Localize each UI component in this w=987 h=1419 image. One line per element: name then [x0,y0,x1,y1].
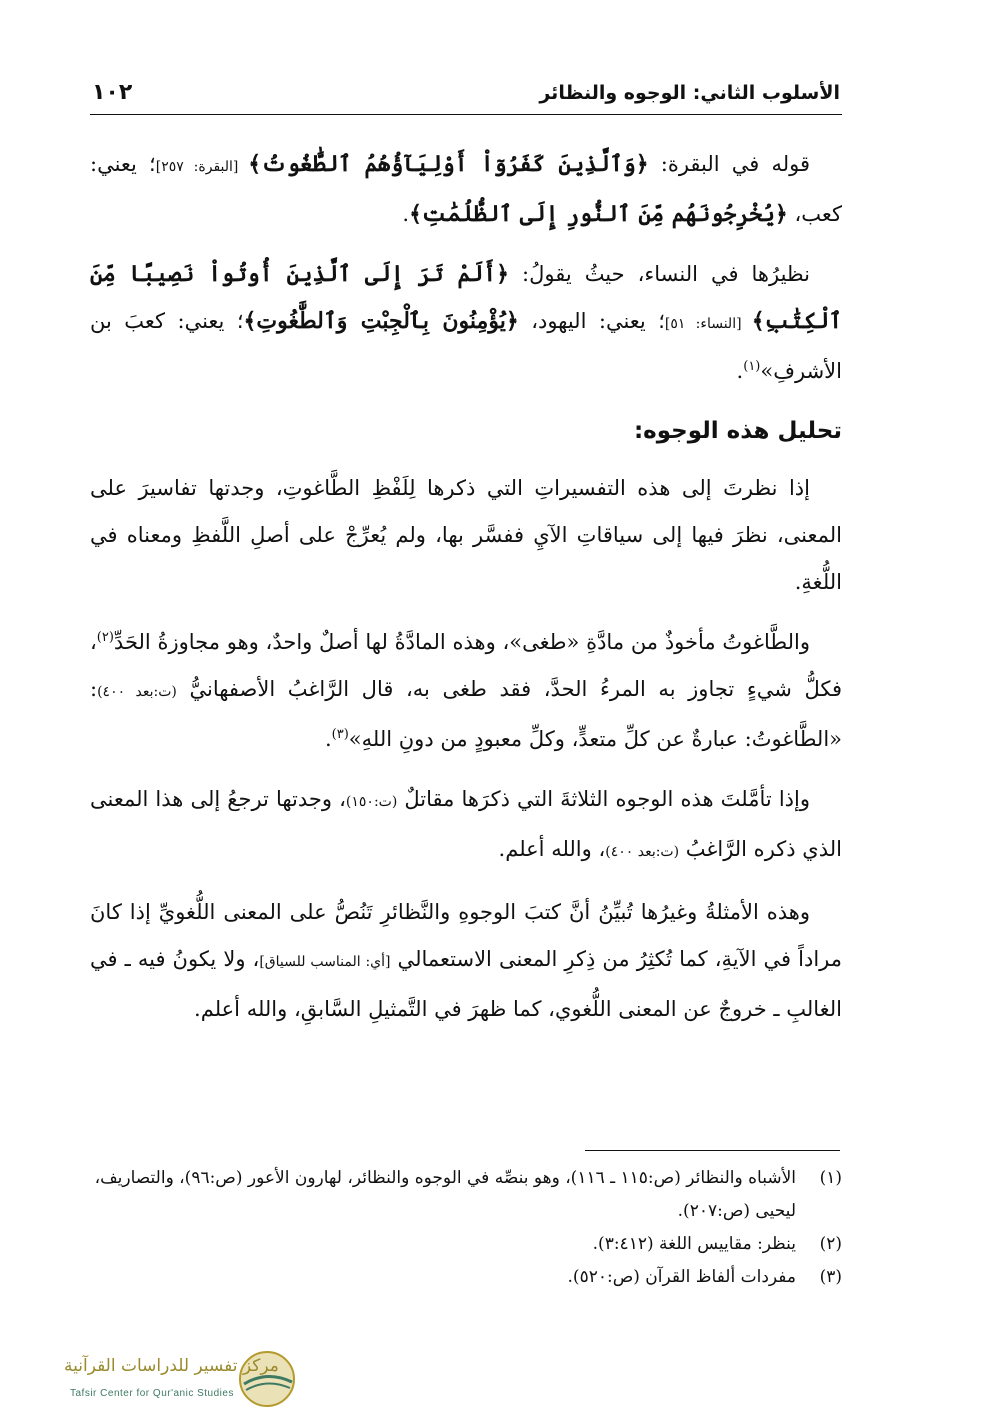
footnote-marker[interactable]: (١) [743,359,761,374]
page-header [90,80,842,115]
paragraph-6 [90,889,842,1033]
editor-note: [أي: المناسب للسياق] [259,954,391,970]
footnote-1 [90,1162,842,1228]
quran-verse: ﴿يُخْرِجُونَهُم مِّنَ ٱلنُّورِ إِلَى ٱلظُّلُمَٰتِ﴾ [409,201,788,227]
death-date-reference: (ت:١٥٠) [345,794,398,810]
book-page [90,80,843,1287]
text-run: : «الطَّاغوتُ: عبارةٌ عن كلِّ متعدٍّ، وكلِّ معبودٍ من دونِ اللهِ» [90,677,842,751]
logo-arabic-name: مركز تفسير للدراسات القرآنية [64,1356,279,1376]
footnote-2 [90,1228,842,1261]
page-body [90,141,842,1033]
tafsir-center-logo [8,1348,298,1412]
text-run: ، والله أعلم. [498,837,606,861]
text-run: . [736,359,744,383]
verse-reference: [البقرة: ٢٥٧] [155,159,249,175]
text-run: . [324,727,332,751]
footnote-text: مفردات ألفاظ القرآن (ص:٥٢٠). [567,1267,796,1287]
footnote-number: (٣) [819,1267,842,1287]
text-run: ، ولا يكونُ فيه ـ في الغالبِ ـ خروجٌ عن المعنى اللُّغوي، كما ظهرَ في التَّمثيلِ السَّابقِ، والله أعلم. [90,947,842,1021]
text-run: ؛ يعني: كعب، [90,152,842,226]
footnote-3 [90,1261,842,1294]
footnote-text: الأشباه والنظائر (ص:١١٥ ـ ١١٦)، وهو بنصِّه في الوجوه والنظائر، لهارون الأعور (ص:٩٦)، والتصاريف، ليحيى (ص:٢٠٧). [94,1168,796,1221]
paragraph-1 [90,141,842,238]
running-title: الأسلوب الثاني: الوجوه والنظائر [539,82,840,104]
footnote-marker[interactable]: (٣) [331,727,349,742]
quran-verse: ﴿أَلَمْ تَرَ إِلَى ٱلَّذِينَ أُوتُواْ نَصِيبًا مِّنَ ٱلْكِتَٰبِ﴾ [90,261,843,334]
text-run: ، فكلُّ شيءٍ تجاوز به المرءُ الحدَّ، فقد طغى به، قال الرَّاغبُ الأصفهانيُّ [90,630,842,701]
text-run: ؛ يعني: اليهود، [518,309,665,333]
paragraph-4 [90,619,842,763]
death-date-reference: (ت:بعد ٤٠٠) [605,844,680,860]
text-run: . [402,202,410,226]
footnote-number: (٢) [819,1234,842,1254]
quran-verse: ﴿وَٱلَّذِينَ كَفَرُوٓاْ أَوْلِيَآؤُهُمُ ٱلطَّٰغُوتُ﴾ [248,151,649,177]
text-run: وهذه الأمثلةُ وغيرُها تُبيِّنُ أنَّ كتبَ الوجوهِ والنَّظائرِ تَنُصُّ على المعنى اللُّغويِّ إذا كانَ مراداً في الآيةِ، كما تُكثِرُ من ذِكرِ المعنى الاستعمالي [90,900,842,971]
text-run: ، وجدتها ترجعُ إلى هذا المعنى الذي ذكره الرَّاغبُ [90,787,842,861]
text-run: والطَّاغوتُ مأخوذٌ من مادَّةِ «طغى»، وهذه المادَّةُ لها أصلٌ واحدٌ، وهو مجاوزةُ الحَدِّ [113,630,810,654]
section-heading: تحليل هذه الوجوه: [633,418,842,444]
footnote-divider [585,1150,840,1151]
paragraph-5 [90,776,842,876]
verse-reference: [النساء: ٥١] [664,316,752,332]
page-number: ١٠٢ [92,80,133,105]
text-run: ؛ يعني: كعبَ بن الأشرفِ» [90,309,842,383]
text-run: قوله في البقرة: [648,152,810,176]
death-date-reference: (ت:بعد ٤٠٠) [97,684,177,700]
footnote-marker[interactable]: (٢) [96,630,114,645]
text-run: وإذا تأمَّلتَ هذه الوجوه الثلاثةَ التي ذكرَها مقاتلٌ [397,787,810,811]
paragraph-2 [90,251,842,395]
paragraph-3: إذا نظرتَ إلى هذه التفسيراتِ التي ذكرها لِلَفْظِ الطَّاغوتِ، وجدتها تفاسيرَ على المعنى، نظرَ فيها إلى سياقاتِ الآيِ ففسَّر بها، ولم يُعرِّجْ على أصلِ اللَّفظِ ومعناه في اللُّغةِ. [90,476,843,594]
footnotes [90,1162,842,1294]
footnote-number: (١) [819,1168,842,1188]
footnote-text: ينظر: مقاييس اللغة (٣:٤١٢). [592,1234,796,1254]
logo-english-name: Tafsir Center for Qur'anic Studies [70,1388,234,1399]
text-run: نظيرُها في النساء، حيثُ يقولُ: [509,262,810,286]
quran-verse: ﴿يُؤْمِنُونَ بِٱلْجِبْتِ وَٱلطَّٰغُوتِ﴾ [243,308,519,334]
